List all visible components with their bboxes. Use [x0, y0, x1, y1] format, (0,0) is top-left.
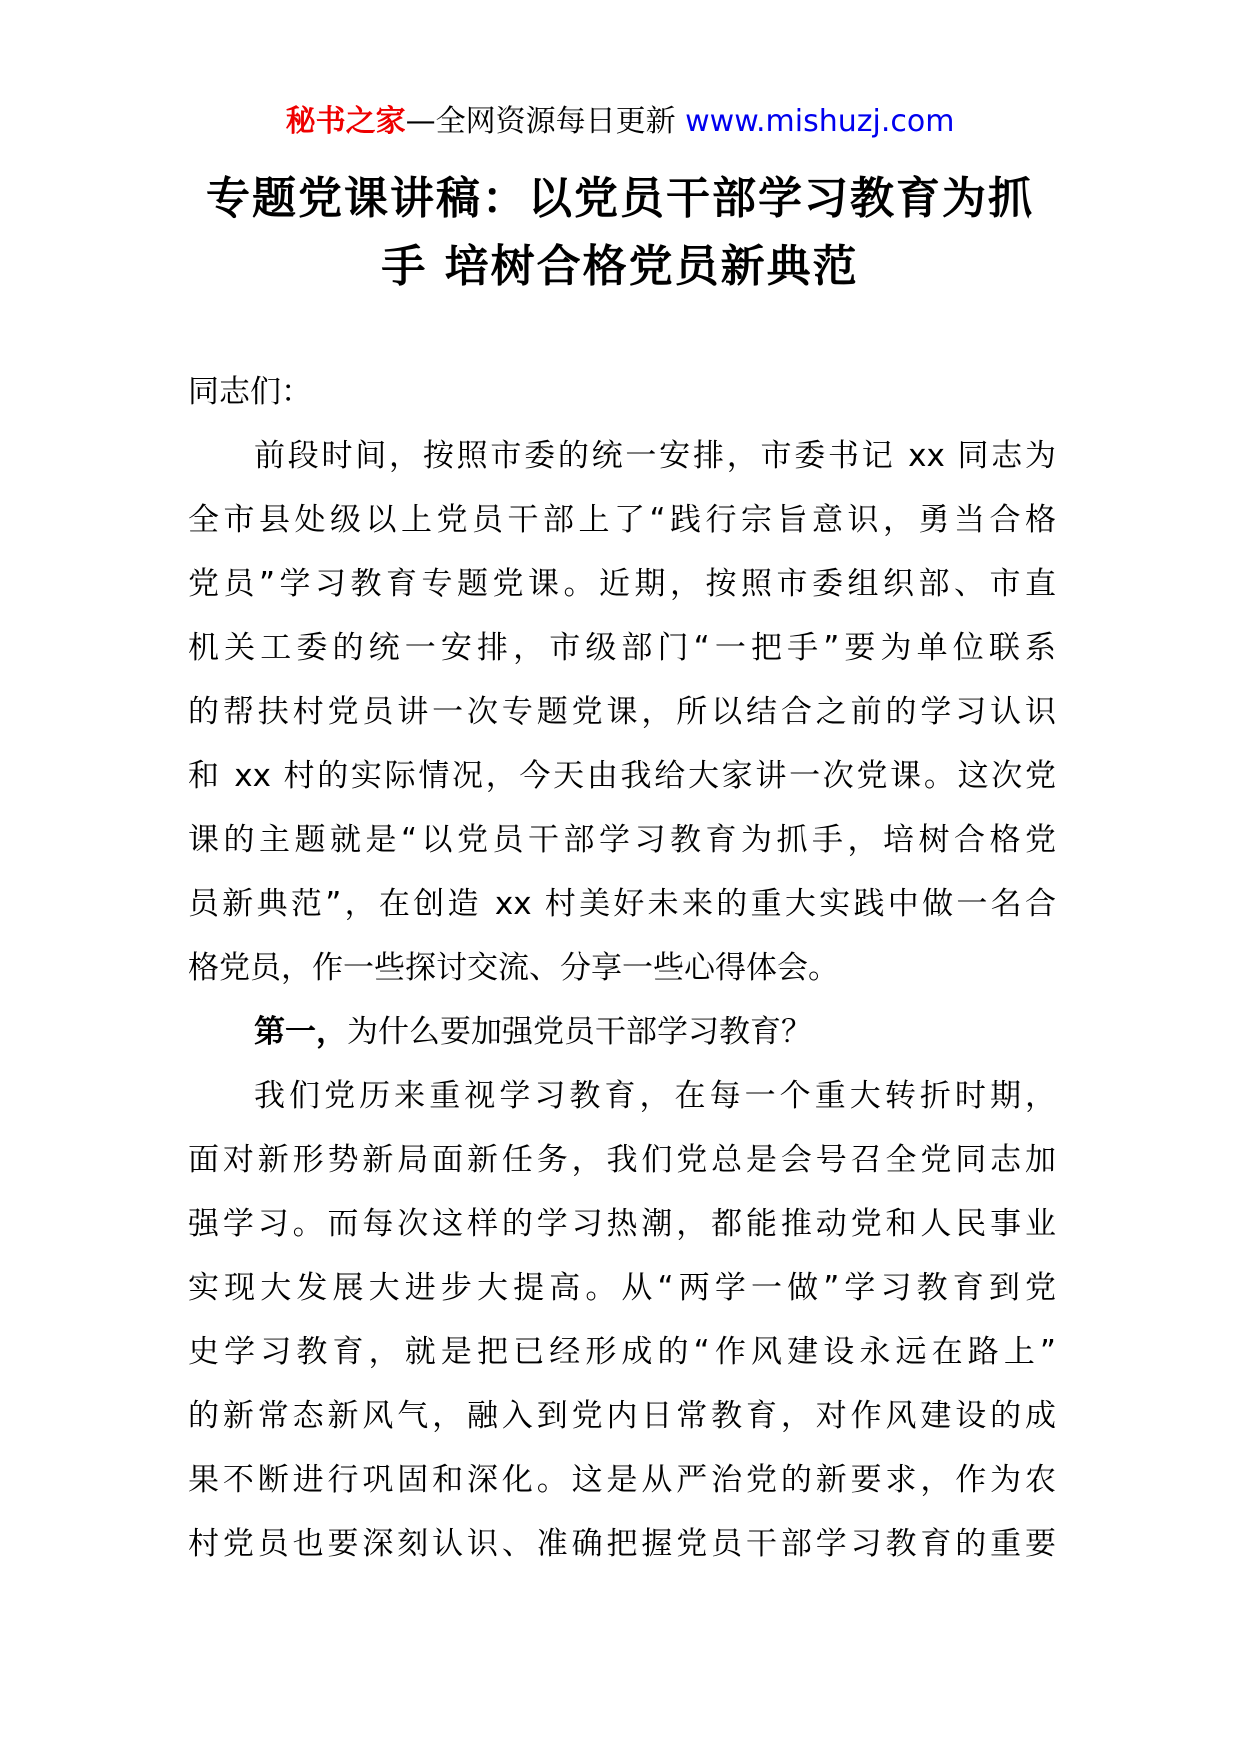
paragraph-1 [188, 424, 1056, 1000]
paragraph-line: 员新典范”，在创造 xx 村美好未来的重大实践中做一名合 [188, 886, 1056, 922]
site-header [0, 100, 1240, 144]
document-body [188, 360, 1056, 1576]
paragraph-line: 课的主题就是“以党员干部学习教育为抓手，培树合格党 [188, 822, 1056, 858]
paragraph-line: 史学习教育，就是把已经形成的“作风建设永远在路上” [188, 1334, 1056, 1370]
title-line-2: 手 培树合格党员新典范 [381, 241, 859, 292]
paragraph-line: 全市县处级以上党员干部上了“践行宗旨意识，勇当合格 [188, 502, 1056, 538]
paragraph-line: 格党员，作一些探讨交流、分享一些心得体会。 [188, 950, 839, 986]
section-heading-number: 第一， [254, 1014, 347, 1050]
paragraph-line: 前段时间，按照市委的统一安排，市委书记 xx 同志为 [254, 438, 1056, 474]
paragraph-2 [188, 1064, 1056, 1576]
paragraph-line: 党员”学习教育专题党课。近期，按照市委组织部、市直 [188, 566, 1056, 602]
document-title [190, 165, 1050, 301]
paragraph-line: 的帮扶村党员讲一次专题党课，所以结合之前的学习认识 [188, 694, 1056, 730]
paragraph-line: 和 xx 村的实际情况，今天由我给大家讲一次党课。这次党 [188, 758, 1056, 794]
paragraph-line: 机关工委的统一安排，市级部门“一把手”要为单位联系 [188, 630, 1056, 666]
paragraph-line: 实现大发展大进步大提高。从“两学一做”学习教育到党 [188, 1270, 1056, 1306]
header-url-link[interactable]: www.mishuzj.com [685, 104, 955, 139]
title-line-1: 专题党课讲稿：以党员干部学习教育为抓 [206, 173, 1034, 224]
section-heading-text: 为什么要加强党员干部学习教育？ [347, 1014, 812, 1050]
header-tagline: 全网资源每日更新 [435, 104, 686, 139]
paragraph-line: 我们党历来重视学习教育，在每一个重大转折时期， [254, 1078, 1056, 1114]
paragraph-line: 强学习。而每次这样的学习热潮，都能推动党和人民事业 [188, 1206, 1056, 1242]
paragraph-line: 果不断进行巩固和深化。这是从严治党的新要求，作为农 [188, 1462, 1056, 1498]
header-dash: — [405, 104, 436, 139]
brand-name: 秘书之家 [285, 104, 406, 139]
section-heading-1 [188, 1000, 1056, 1064]
paragraph-line: 村党员也要深刻认识、准确把握党员干部学习教育的重要 [188, 1526, 1056, 1562]
paragraph-line: 的新常态新风气，融入到党内日常教育，对作风建设的成 [188, 1398, 1056, 1434]
paragraph-line: 面对新形势新局面新任务，我们党总是会号召全党同志加 [188, 1142, 1056, 1178]
salutation: 同志们： [188, 374, 312, 410]
